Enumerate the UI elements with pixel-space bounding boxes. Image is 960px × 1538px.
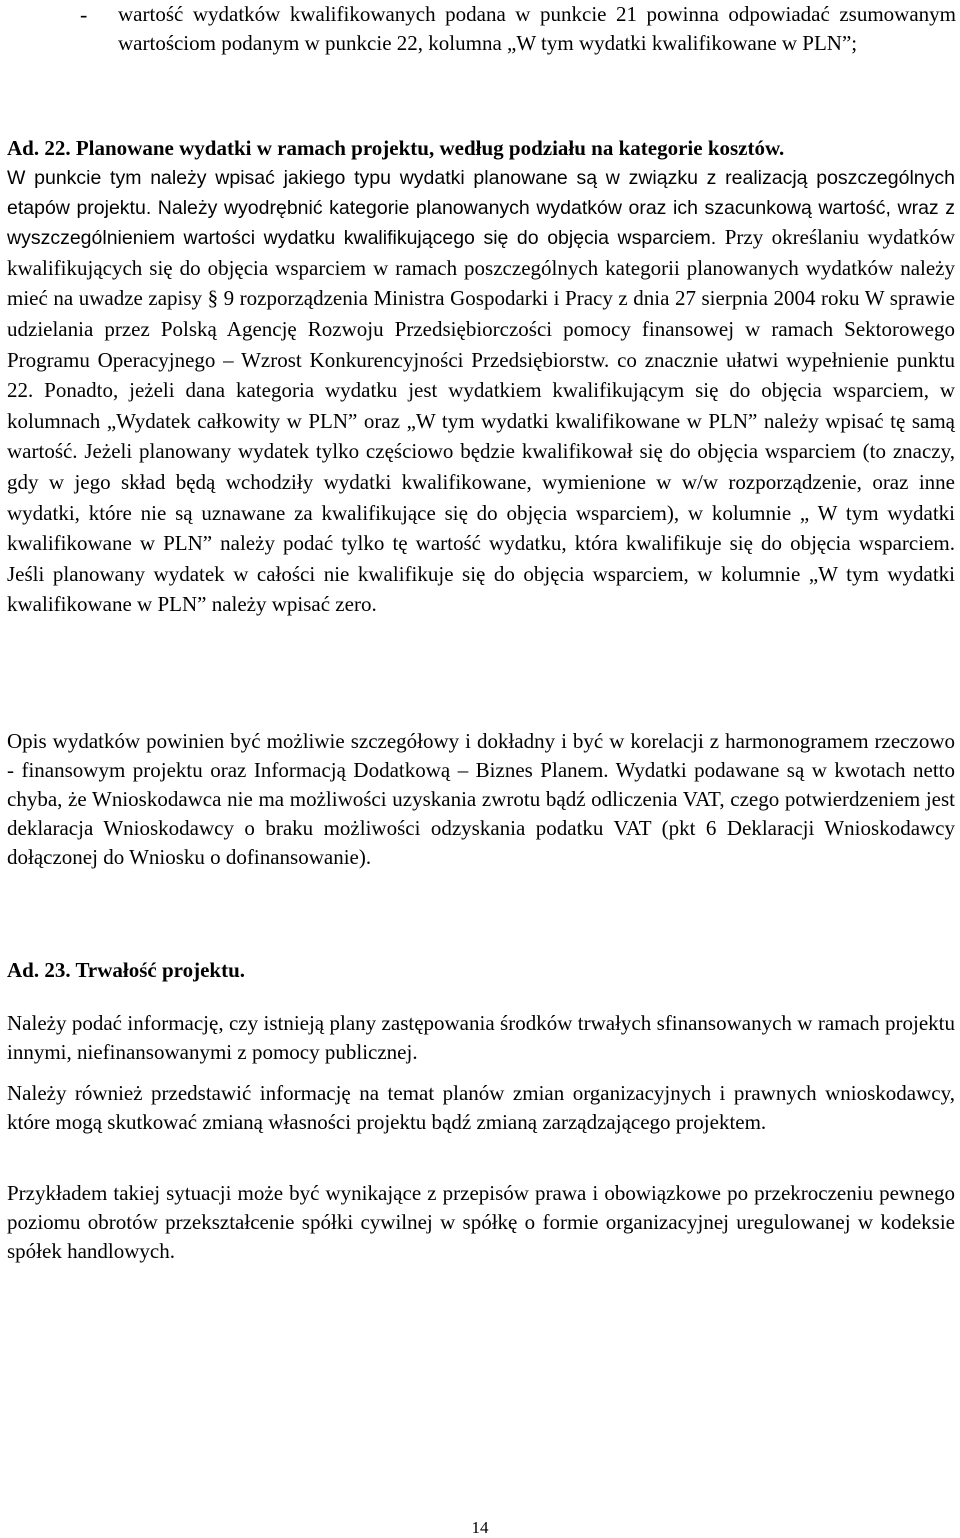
section-22-heading: Ad. 22. Planowane wydatki w ramach projektu, według podziału na kategorie kosztów.: [7, 136, 785, 160]
section-23-paragraph-2: Należy również przedstawić informację na temat planów zmian organizacyjnych i prawnych wnioskodawcy, które mogą skutkować zmianą własności projektu bądź zmianą zarządzającego projektem.: [7, 1081, 955, 1134]
page-number: 14: [471, 1518, 489, 1537]
section-22-paragraph-1: [7, 164, 955, 621]
section-23-paragraph-3: Przykładem takiej sytuacji może być wynikające z przepisów prawa i obowiązkowe po przekroczeniu pewnego poziomu obrotów przekształcenie spółki cywilnej w spółkę o formie organizacyjnej uregulowanej w kodeksie spółek handlowych.: [7, 1181, 955, 1263]
bullet-text: wartość wydatków kwalifikowanych podana w punkcie 21 powinna odpowiadać zsumowanym wartościom podanym w punkcie 22, kolumna „W tym wydatki kwalifikowane w PLN”;: [118, 2, 956, 55]
section-23-heading: Ad. 23. Trwałość projektu.: [7, 958, 246, 982]
bullet-dash: -: [80, 2, 88, 27]
bullet-item: [0, 0, 960, 96]
section-22-paragraph-1-serif-text: Przy określaniu wydatków kwalifikujących się do objęcia wsparciem w ramach poszczególnych kategorii planowanych wydatków należy mieć na uwadze zapisy § 9 rozporządzenia Ministra Gospodarki i Pracy z dnia 27 sierpnia 2004 roku W sprawie udzielania przez Polską Agencję Rozwoju Przedsiębiorczości pomocy finansowej w ramach Sektorowego Programu Operacyjnego – Wzrost Konkurencyjności Przedsiębiorstw. co znacznie ułatwi wypełnienie punktu 22. Ponadto, jeżeli dana kategoria wydatku jest wydatkiem kwalifikującym się do objęcia wsparciem, w kolumnach „Wydatek całkowity w PLN” oraz „W tym wydatki kwalifikowane w PLN” należy wpisać tę samą wartość. Jeżeli planowany wydatek tylko częściowo będzie kwalifikował się do objęcia wsparciem (to znaczy, gdy w jego skład będą wchodziły wydatki kwalifikowane, wymienione w w/w rozporządzenie, oraz inne wydatki, które nie są uznawane za kwalifikujące się do objęcia wsparciem), w kolumnie „ W tym wydatki kwalifikowane w PLN” należy podać tylko tę wartość wydatku, która kwalifikuje się do objęcia wsparciem. Jeśli planowany wydatek w całości nie kwalifikuje się do objęcia wsparciem, w kolumnie „W tym wydatki kwalifikowane w PLN” należy wpisać zero.: [7, 225, 955, 617]
section-22-paragraph-1-sans-text: W punkcie tym należy wpisać jakiego typu wydatki planowane są w związku z realizacją poszczególnych etapów projektu. Należy wyodrębnić kategorie planowanych wydatków oraz ich szacunkową wartość, wraz z wyszczególnieniem wartości wydatku kwalifikującego się do objęcia wsparciem.: [7, 167, 955, 250]
section-22-paragraph-2: Opis wydatków powinien być możliwie szczegółowy i dokładny i być w korelacji z harmonogramem rzeczowo - finansowym projektu oraz Informacją Dodatkową – Biznes Planem. Wydatki podawane są w kwotach netto chyba, że Wnioskodawca nie ma możliwości uzyskania zwrotu bądź odliczenia VAT, czego potwierdzeniem jest deklaracja Wnioskodawcy o braku możliwości odzyskania podatku VAT (pkt 6 Deklaracji Wnioskodawcy dołączonej do Wniosku o dofinansowanie).: [7, 729, 955, 869]
section-23-paragraph-1: Należy podać informację, czy istnieją plany zastępowania środków trwałych sfinansowanych w ramach projektu innymi, niefinansowanymi z pomocy publicznej.: [7, 1011, 955, 1064]
